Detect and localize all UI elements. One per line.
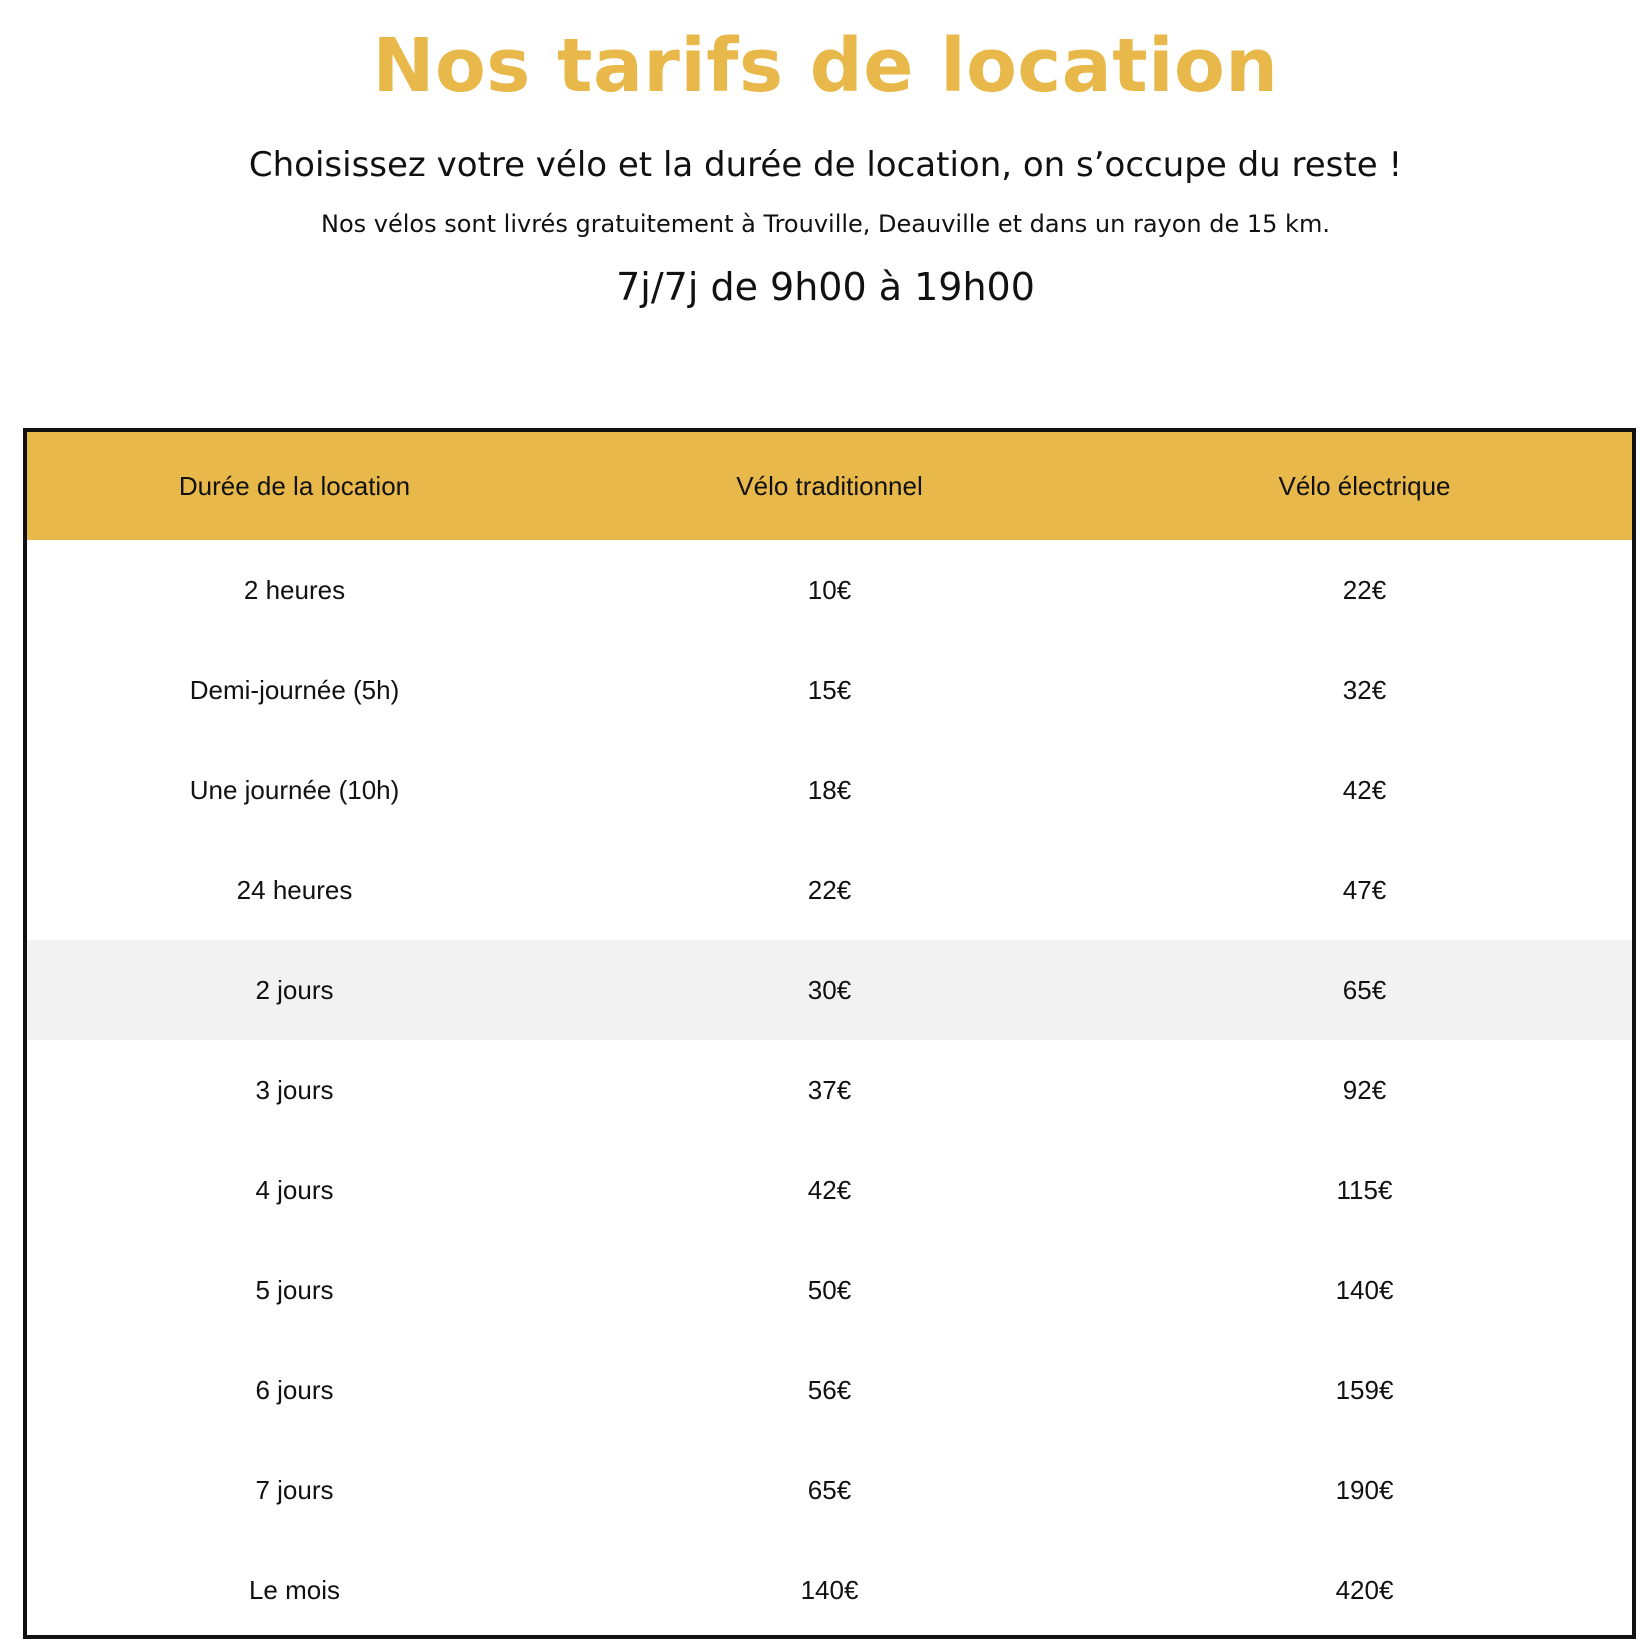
duration-cell: 6 jours <box>255 1374 334 1405</box>
column-header-traditional-bike: Vélo traditionnel <box>736 470 923 501</box>
electric-price-cell: 140€ <box>1335 1274 1394 1305</box>
electric-price-cell: 65€ <box>1342 974 1387 1005</box>
column-header-duration: Durée de la location <box>178 470 411 501</box>
electric-price-cell: 47€ <box>1342 874 1387 905</box>
duration-cell: 3 jours <box>255 1074 334 1105</box>
duration-cell: Le mois <box>248 1574 341 1605</box>
table-row <box>27 540 1632 640</box>
electric-price-cell: 159€ <box>1335 1374 1394 1405</box>
table-row <box>27 1540 1632 1639</box>
table-row <box>27 840 1632 940</box>
table-header <box>27 432 1632 540</box>
page-title: Nos tarifs de location <box>372 23 1279 109</box>
table-row <box>27 740 1632 840</box>
electric-price-cell: 420€ <box>1335 1574 1394 1605</box>
traditional-price-cell: 18€ <box>807 774 852 805</box>
table-row <box>27 640 1632 740</box>
page-subtitle: Choisissez votre vélo et la durée de location, on s’occupe du reste ! <box>248 145 1403 185</box>
electric-price-cell: 32€ <box>1342 674 1387 705</box>
electric-price-cell: 190€ <box>1335 1474 1394 1505</box>
electric-price-cell: 115€ <box>1336 1174 1393 1205</box>
duration-cell: 4 jours <box>255 1174 334 1205</box>
column-header-electric-bike: Vélo électrique <box>1278 470 1451 501</box>
traditional-price-cell: 50€ <box>807 1274 852 1305</box>
duration-cell: Une journée (10h) <box>189 774 400 805</box>
duration-cell: 24 heures <box>236 874 353 905</box>
table-row <box>27 1240 1632 1340</box>
electric-price-cell: 22€ <box>1342 574 1387 605</box>
traditional-price-cell: 10€ <box>807 574 852 605</box>
duration-cell: 2 heures <box>243 574 346 605</box>
traditional-price-cell: 22€ <box>807 874 852 905</box>
table-row <box>27 1140 1632 1240</box>
duration-cell: 7 jours <box>255 1474 334 1505</box>
table-row <box>27 1440 1632 1540</box>
duration-cell: 5 jours <box>255 1274 334 1305</box>
duration-cell: Demi-journée (5h) <box>189 674 400 705</box>
table-row <box>27 1040 1632 1140</box>
pricing-table <box>23 428 1636 1639</box>
opening-hours: 7j/7j de 9h00 à 19h00 <box>616 265 1035 309</box>
duration-cell: 2 jours <box>255 974 334 1005</box>
table-row-highlighted[interactable] <box>27 940 1632 1040</box>
traditional-price-cell: 37€ <box>807 1074 852 1105</box>
traditional-price-cell: 15€ <box>807 674 852 705</box>
traditional-price-cell: 140€ <box>800 1574 859 1605</box>
table-row <box>27 1340 1632 1440</box>
traditional-price-cell: 30€ <box>807 974 852 1005</box>
delivery-note: Nos vélos sont livrés gratuitement à Trouville, Deauville et dans un rayon de 15 km. <box>321 210 1330 238</box>
traditional-price-cell: 42€ <box>807 1174 852 1205</box>
traditional-price-cell: 56€ <box>807 1374 852 1405</box>
electric-price-cell: 42€ <box>1342 774 1387 805</box>
traditional-price-cell: 65€ <box>807 1474 852 1505</box>
electric-price-cell: 92€ <box>1342 1074 1387 1105</box>
